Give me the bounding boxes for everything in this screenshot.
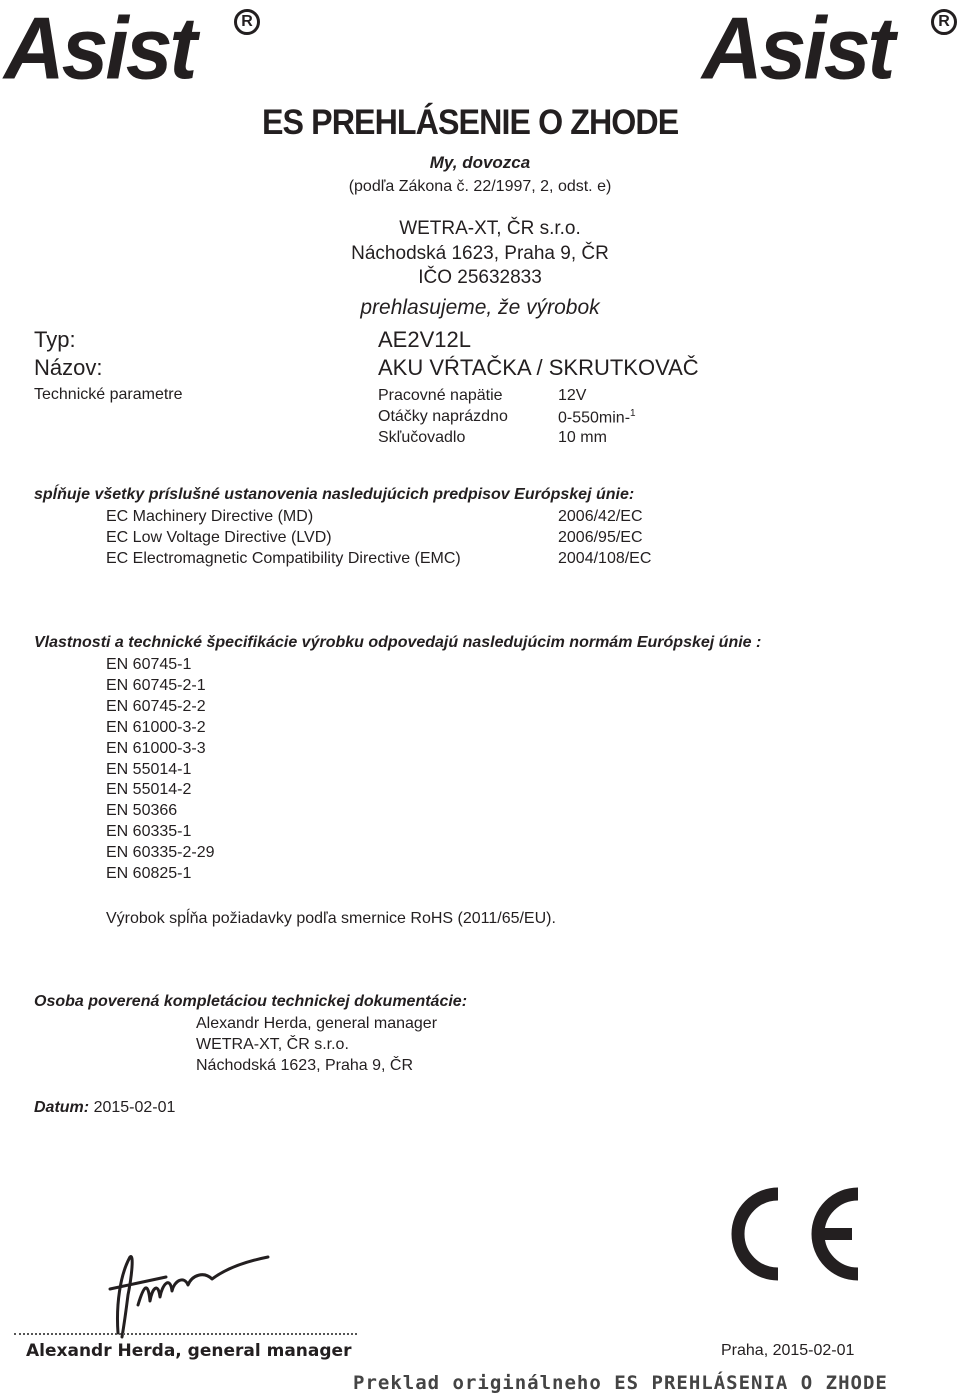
standard-item: EN 60745-2-1 [106, 676, 206, 694]
type-label: Typ: [34, 327, 76, 352]
logo-left: Asist [4, 0, 195, 98]
standard-item: EN 61000-3-3 [106, 739, 206, 757]
declaration-text: prehlasujeme, že výrobok [360, 296, 600, 319]
logo-right: Asist [702, 0, 893, 98]
type-value: AE2V12L [378, 327, 471, 352]
standard-item: EN 60335-1 [106, 823, 192, 841]
directive-code: 2006/42/EC [558, 508, 643, 525]
footer-note: Preklad originálneho ES PREHLÁSENIA O ZHODE [353, 1372, 888, 1394]
directives-intro: spĺňuje všetky príslušné ustanovenia nasledujúcich predpisov Európskej únie: [34, 486, 635, 503]
responsible-company: WETRA-XT, ČR s.r.o. [196, 1036, 349, 1053]
name-label: Názov: [34, 355, 103, 380]
ce-mark [704, 1180, 864, 1288]
param-name: Pracovné napätie [378, 387, 503, 404]
standard-item: EN 61000-3-2 [106, 718, 206, 736]
param-value: 12V [558, 387, 587, 404]
standard-item: EN 60335-2-29 [106, 844, 215, 862]
directive-code: 2004/108/EC [558, 550, 652, 567]
responsible-label: Osoba poverená kompletáciou technickej dokumentácie: [34, 993, 468, 1010]
standard-item: EN 60745-1 [106, 656, 192, 673]
page-title: ES PREHLÁSENIE O ZHODE [262, 103, 679, 142]
ce-mark-e-bar [816, 1228, 852, 1240]
directive-name: EC Machinery Directive (MD) [106, 508, 314, 525]
standard-item: EN 55014-2 [106, 781, 192, 799]
place-date: Praha, 2015-02-01 [721, 1342, 855, 1359]
registered-mark-right: R [931, 9, 957, 35]
registered-mark-left: R [234, 9, 260, 35]
standards-intro: Vlastnosti a technické špecifikácie výrobku odpovedajú nasledujúcim normám Európskej únie : [34, 634, 762, 651]
importer-line2: (podľa Zákona č. 22/1997, 2, odst. e) [348, 178, 612, 195]
directive-code: 2006/95/EC [558, 529, 643, 546]
importer-company: WETRA-XT, ČR s.r.o. [399, 218, 581, 239]
date-label: Datum: [34, 1099, 90, 1116]
directive-name: EC Low Voltage Directive (LVD) [106, 529, 332, 546]
responsible-address: Náchodská 1623, Praha 9, ČR [196, 1057, 414, 1074]
tech-params-label: Technické parametre [34, 386, 183, 403]
param-value: 10 mm [558, 429, 607, 446]
importer-line1: My, dovozca [429, 153, 531, 172]
date-value: 2015-02-01 [93, 1099, 176, 1116]
standard-item: EN 50366 [106, 802, 178, 820]
standard-item: EN 60825-1 [106, 865, 192, 883]
param-superscript: 1 [630, 408, 636, 419]
importer-address: Náchodská 1623, Praha 9, ČR [351, 243, 609, 264]
signatory-name: Alexandr Herda, general manager [26, 1341, 352, 1361]
ce-mark-c [738, 1194, 778, 1274]
param-name: Otáčky naprázdno [378, 408, 508, 425]
importer-ico: IČO 25632833 [418, 267, 542, 288]
directive-name: EC Electromagnetic Compatibility Directive (EMC) [106, 550, 461, 567]
standard-item: EN 55014-1 [106, 760, 192, 778]
signature-line [14, 1333, 357, 1335]
param-value: 0-550min-$^1$ [558, 408, 636, 427]
standard-item: EN 60745-2-2 [106, 697, 206, 715]
rohs-statement: Výrobok spĺňa požiadavky podľa smernice RoHS (2011/65/EU). [106, 910, 556, 927]
param-name: Skľučovadlo [378, 429, 466, 446]
signature-image [108, 1245, 278, 1345]
standards-list [106, 655, 215, 885]
date-line [34, 1099, 175, 1117]
responsible-name: Alexandr Herda, general manager [196, 1015, 438, 1032]
name-value: AKU VŔTAČKA / SKRUTKOVAČ [378, 355, 699, 380]
